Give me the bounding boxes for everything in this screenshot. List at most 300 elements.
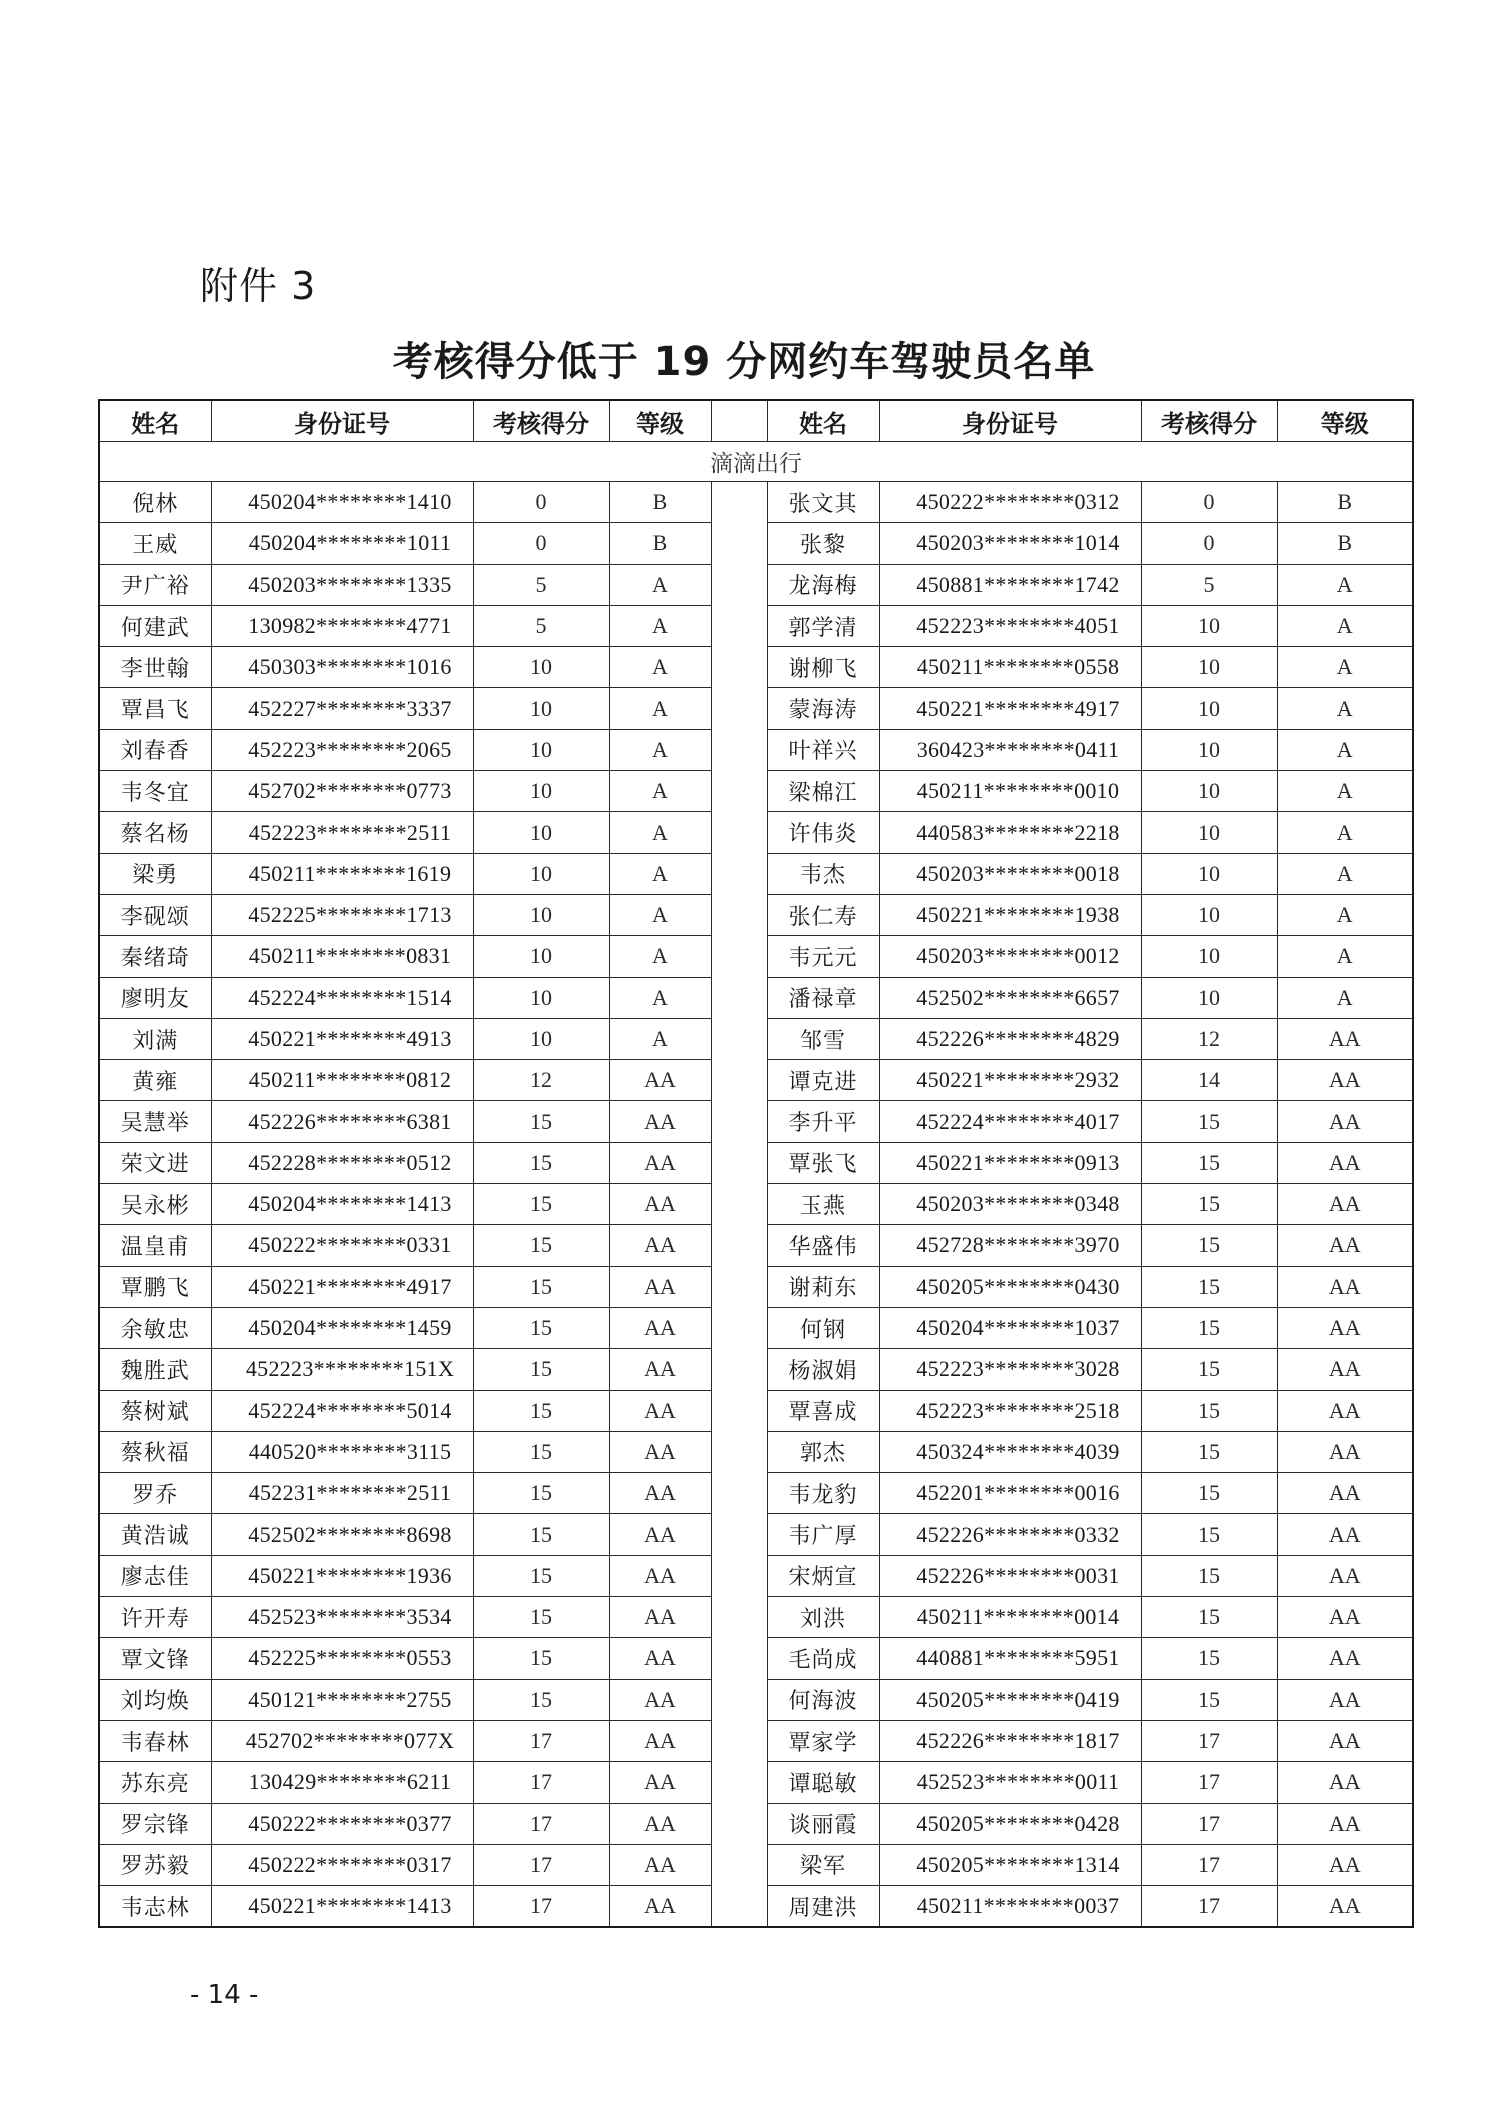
left-score-cell: 17 [473, 1803, 609, 1844]
column-gap-cell [711, 1803, 767, 1844]
left-grade-cell: AA [609, 1844, 711, 1885]
left-id-cell: 450221********4917 [211, 1266, 473, 1307]
left-name-cell: 李砚颂 [99, 894, 211, 935]
left-grade-cell: B [609, 482, 711, 523]
right-score-cell: 0 [1141, 523, 1277, 564]
right-score-cell: 15 [1141, 1597, 1277, 1638]
right-name-cell: 谢莉东 [767, 1266, 879, 1307]
left-id-cell: 450204********1410 [211, 482, 473, 523]
right-grade-cell: AA [1277, 1762, 1413, 1803]
right-score-cell: 15 [1141, 1307, 1277, 1348]
column-gap-cell [711, 1886, 767, 1928]
column-gap-cell [711, 564, 767, 605]
table-row [99, 1184, 1413, 1225]
left-name-cell: 尹广裕 [99, 564, 211, 605]
left-name-cell: 韦冬宜 [99, 771, 211, 812]
left-grade-cell: A [609, 729, 711, 770]
left-id-cell: 452223********2511 [211, 812, 473, 853]
left-id-cell: 452224********5014 [211, 1390, 473, 1431]
column-gap-cell [711, 688, 767, 729]
right-name-cell: 梁军 [767, 1844, 879, 1885]
left-grade-cell: AA [609, 1101, 711, 1142]
right-id-cell: 450204********1037 [879, 1307, 1141, 1348]
left-id-cell: 450221********1413 [211, 1886, 473, 1928]
column-gap-cell [711, 812, 767, 853]
table-row [99, 1803, 1413, 1844]
right-score-cell: 15 [1141, 1555, 1277, 1596]
left-id-cell: 452523********3534 [211, 1597, 473, 1638]
right-name-cell: 周建洪 [767, 1886, 879, 1928]
left-id-cell: 450222********0331 [211, 1225, 473, 1266]
left-name-cell: 荣文进 [99, 1142, 211, 1183]
right-score-cell: 10 [1141, 647, 1277, 688]
right-score-cell: 10 [1141, 688, 1277, 729]
left-id-cell: 452702********0773 [211, 771, 473, 812]
left-id-cell: 440520********3115 [211, 1431, 473, 1472]
right-name-cell: 郭杰 [767, 1431, 879, 1472]
right-score-cell: 15 [1141, 1184, 1277, 1225]
right-grade-cell: AA [1277, 1720, 1413, 1761]
left-name-cell: 刘均焕 [99, 1679, 211, 1720]
left-name-cell: 余敏忠 [99, 1307, 211, 1348]
right-name-cell: 许伟炎 [767, 812, 879, 853]
right-score-cell: 17 [1141, 1762, 1277, 1803]
left-id-cell: 450204********1011 [211, 523, 473, 564]
left-score-cell: 15 [473, 1473, 609, 1514]
left-score-cell: 15 [473, 1679, 609, 1720]
right-grade-cell: A [1277, 688, 1413, 729]
right-grade-cell: AA [1277, 1184, 1413, 1225]
left-name-cell: 许开寿 [99, 1597, 211, 1638]
table-row [99, 1018, 1413, 1059]
column-gap-cell [711, 1762, 767, 1803]
left-grade-cell: B [609, 523, 711, 564]
left-score-cell: 5 [473, 564, 609, 605]
left-score-cell: 17 [473, 1762, 609, 1803]
column-gap-cell [711, 1638, 767, 1679]
right-score-cell: 10 [1141, 771, 1277, 812]
right-id-cell: 450221********2932 [879, 1060, 1141, 1101]
table-row [99, 977, 1413, 1018]
left-name-cell: 吴慧举 [99, 1101, 211, 1142]
left-score-cell: 17 [473, 1720, 609, 1761]
right-grade-cell: AA [1277, 1390, 1413, 1431]
right-grade-cell: A [1277, 894, 1413, 935]
left-grade-cell: AA [609, 1638, 711, 1679]
right-name-cell: 张文其 [767, 482, 879, 523]
column-gap-cell [711, 1060, 767, 1101]
table-row [99, 647, 1413, 688]
right-id-cell: 450221********4917 [879, 688, 1141, 729]
column-gap-cell [711, 853, 767, 894]
right-name-cell: 叶祥兴 [767, 729, 879, 770]
right-id-cell: 450205********0419 [879, 1679, 1141, 1720]
left-name-cell: 韦春林 [99, 1720, 211, 1761]
table-row [99, 1266, 1413, 1307]
table-row [99, 482, 1413, 523]
column-gap-cell [711, 605, 767, 646]
left-score-cell: 15 [473, 1638, 609, 1679]
right-name-cell: 谭克进 [767, 1060, 879, 1101]
right-score-cell: 15 [1141, 1266, 1277, 1307]
right-grade-cell: A [1277, 936, 1413, 977]
column-gap-cell [711, 1266, 767, 1307]
header-id-right: 身份证号 [879, 400, 1141, 442]
left-grade-cell: A [609, 894, 711, 935]
right-id-cell: 450203********0012 [879, 936, 1141, 977]
left-score-cell: 10 [473, 1018, 609, 1059]
right-name-cell: 覃张飞 [767, 1142, 879, 1183]
right-grade-cell: AA [1277, 1597, 1413, 1638]
right-id-cell: 450205********0428 [879, 1803, 1141, 1844]
left-name-cell: 廖志佳 [99, 1555, 211, 1596]
right-score-cell: 15 [1141, 1101, 1277, 1142]
right-grade-cell: AA [1277, 1349, 1413, 1390]
table-row [99, 1225, 1413, 1266]
left-grade-cell: AA [609, 1679, 711, 1720]
left-grade-cell: AA [609, 1514, 711, 1555]
left-name-cell: 刘春香 [99, 729, 211, 770]
right-score-cell: 15 [1141, 1390, 1277, 1431]
column-gap-cell [711, 647, 767, 688]
left-id-cell: 452702********077X [211, 1720, 473, 1761]
left-grade-cell: AA [609, 1307, 711, 1348]
right-id-cell: 450211********0558 [879, 647, 1141, 688]
right-id-cell: 452223********4051 [879, 605, 1141, 646]
column-gap-cell [711, 1431, 767, 1472]
left-grade-cell: AA [609, 1225, 711, 1266]
left-grade-cell: A [609, 977, 711, 1018]
left-name-cell: 覃文锋 [99, 1638, 211, 1679]
right-name-cell: 宋炳宣 [767, 1555, 879, 1596]
right-score-cell: 15 [1141, 1431, 1277, 1472]
left-id-cell: 450211********0831 [211, 936, 473, 977]
right-name-cell: 何海波 [767, 1679, 879, 1720]
table-row [99, 1101, 1413, 1142]
left-grade-cell: AA [609, 1555, 711, 1596]
table-row [99, 771, 1413, 812]
left-id-cell: 452223********2065 [211, 729, 473, 770]
table-row [99, 1555, 1413, 1596]
left-grade-cell: A [609, 564, 711, 605]
right-grade-cell: A [1277, 564, 1413, 605]
left-grade-cell: A [609, 936, 711, 977]
left-name-cell: 温皇甫 [99, 1225, 211, 1266]
table-row [99, 1844, 1413, 1885]
table-row [99, 1349, 1413, 1390]
right-name-cell: 杨淑娟 [767, 1349, 879, 1390]
left-grade-cell: AA [609, 1349, 711, 1390]
right-grade-cell: AA [1277, 1431, 1413, 1472]
left-name-cell: 黄浩诚 [99, 1514, 211, 1555]
right-name-cell: 谭聪敏 [767, 1762, 879, 1803]
left-grade-cell: AA [609, 1266, 711, 1307]
right-id-cell: 452502********6657 [879, 977, 1141, 1018]
right-name-cell: 华盛伟 [767, 1225, 879, 1266]
right-score-cell: 15 [1141, 1638, 1277, 1679]
right-score-cell: 10 [1141, 936, 1277, 977]
right-name-cell: 毛尚成 [767, 1638, 879, 1679]
table-row [99, 1390, 1413, 1431]
left-grade-cell: AA [609, 1886, 711, 1928]
left-id-cell: 452502********8698 [211, 1514, 473, 1555]
table-row [99, 729, 1413, 770]
column-gap-cell [711, 1597, 767, 1638]
right-name-cell: 谈丽霞 [767, 1803, 879, 1844]
right-name-cell: 张黎 [767, 523, 879, 564]
header-score-right: 考核得分 [1141, 400, 1277, 442]
right-grade-cell: AA [1277, 1638, 1413, 1679]
table-row [99, 1679, 1413, 1720]
left-id-cell: 450222********0377 [211, 1803, 473, 1844]
left-grade-cell: A [609, 688, 711, 729]
right-id-cell: 450324********4039 [879, 1431, 1141, 1472]
table-row [99, 1142, 1413, 1183]
left-grade-cell: AA [609, 1720, 711, 1761]
right-id-cell: 452201********0016 [879, 1473, 1141, 1514]
left-name-cell: 李世翰 [99, 647, 211, 688]
right-id-cell: 452224********4017 [879, 1101, 1141, 1142]
column-gap [711, 400, 767, 442]
right-grade-cell: A [1277, 977, 1413, 1018]
left-id-cell: 450121********2755 [211, 1679, 473, 1720]
left-id-cell: 450303********1016 [211, 647, 473, 688]
right-name-cell: 刘洪 [767, 1597, 879, 1638]
left-grade-cell: AA [609, 1184, 711, 1225]
column-gap-cell [711, 729, 767, 770]
right-id-cell: 440881********5951 [879, 1638, 1141, 1679]
table-row [99, 605, 1413, 646]
table-row [99, 1762, 1413, 1803]
right-grade-cell: AA [1277, 1473, 1413, 1514]
left-score-cell: 15 [473, 1390, 609, 1431]
right-name-cell: 蒙海涛 [767, 688, 879, 729]
right-id-cell: 450221********1938 [879, 894, 1141, 935]
left-id-cell: 452227********3337 [211, 688, 473, 729]
left-name-cell: 何建武 [99, 605, 211, 646]
left-id-cell: 450204********1459 [211, 1307, 473, 1348]
right-id-cell: 450203********0018 [879, 853, 1141, 894]
left-name-cell: 倪林 [99, 482, 211, 523]
left-score-cell: 0 [473, 482, 609, 523]
right-score-cell: 10 [1141, 894, 1277, 935]
left-name-cell: 魏胜武 [99, 1349, 211, 1390]
right-id-cell: 452226********4829 [879, 1018, 1141, 1059]
right-id-cell: 452728********3970 [879, 1225, 1141, 1266]
section-label: 滴滴出行 [99, 442, 1413, 482]
right-grade-cell: AA [1277, 1225, 1413, 1266]
right-grade-cell: AA [1277, 1803, 1413, 1844]
table-row [99, 1307, 1413, 1348]
column-gap-cell [711, 1225, 767, 1266]
column-gap-cell [711, 1307, 767, 1348]
left-id-cell: 450204********1413 [211, 1184, 473, 1225]
left-id-cell: 452228********0512 [211, 1142, 473, 1183]
right-grade-cell: A [1277, 605, 1413, 646]
right-name-cell: 龙海梅 [767, 564, 879, 605]
left-score-cell: 15 [473, 1431, 609, 1472]
left-name-cell: 罗乔 [99, 1473, 211, 1514]
column-gap-cell [711, 936, 767, 977]
column-gap-cell [711, 1720, 767, 1761]
header-id-left: 身份证号 [211, 400, 473, 442]
table-row [99, 936, 1413, 977]
column-gap-cell [711, 482, 767, 523]
driver-roster-table [98, 399, 1414, 1928]
left-name-cell: 蔡名杨 [99, 812, 211, 853]
left-grade-cell: AA [609, 1060, 711, 1101]
header-row [99, 400, 1413, 442]
left-score-cell: 10 [473, 771, 609, 812]
right-id-cell: 452223********2518 [879, 1390, 1141, 1431]
right-name-cell: 梁棉江 [767, 771, 879, 812]
column-gap-cell [711, 894, 767, 935]
left-score-cell: 10 [473, 688, 609, 729]
left-grade-cell: A [609, 771, 711, 812]
right-grade-cell: AA [1277, 1844, 1413, 1885]
right-name-cell: 谢柳飞 [767, 647, 879, 688]
column-gap-cell [711, 523, 767, 564]
page-number: - 14 - [190, 1980, 259, 2010]
header-score-left: 考核得分 [473, 400, 609, 442]
right-score-cell: 10 [1141, 977, 1277, 1018]
left-name-cell: 廖明友 [99, 977, 211, 1018]
column-gap-cell [711, 1101, 767, 1142]
right-name-cell: 韦杰 [767, 853, 879, 894]
right-score-cell: 17 [1141, 1803, 1277, 1844]
right-id-cell: 450205********1314 [879, 1844, 1141, 1885]
left-id-cell: 452231********2511 [211, 1473, 473, 1514]
table-row [99, 894, 1413, 935]
left-name-cell: 韦志林 [99, 1886, 211, 1928]
document-title: 考核得分低于 19 分网约车驾驶员名单 [392, 339, 1096, 385]
left-id-cell: 452225********1713 [211, 894, 473, 935]
left-name-cell: 黄雍 [99, 1060, 211, 1101]
left-score-cell: 15 [473, 1266, 609, 1307]
right-name-cell: 潘禄章 [767, 977, 879, 1018]
right-name-cell: 覃喜成 [767, 1390, 879, 1431]
left-score-cell: 0 [473, 523, 609, 564]
right-name-cell: 玉燕 [767, 1184, 879, 1225]
table-row [99, 1886, 1413, 1928]
right-grade-cell: A [1277, 812, 1413, 853]
right-name-cell: 韦元元 [767, 936, 879, 977]
left-score-cell: 12 [473, 1060, 609, 1101]
left-id-cell: 130982********4771 [211, 605, 473, 646]
right-grade-cell: A [1277, 729, 1413, 770]
left-id-cell: 452224********1514 [211, 977, 473, 1018]
right-id-cell: 440583********2218 [879, 812, 1141, 853]
column-gap-cell [711, 1679, 767, 1720]
column-gap-cell [711, 1390, 767, 1431]
right-score-cell: 17 [1141, 1844, 1277, 1885]
left-id-cell: 450211********1619 [211, 853, 473, 894]
column-gap-cell [711, 977, 767, 1018]
left-name-cell: 蔡秋福 [99, 1431, 211, 1472]
left-score-cell: 15 [473, 1597, 609, 1638]
left-name-cell: 吴永彬 [99, 1184, 211, 1225]
table-row [99, 1473, 1413, 1514]
table-row [99, 1060, 1413, 1101]
left-score-cell: 15 [473, 1307, 609, 1348]
left-name-cell: 覃鹏飞 [99, 1266, 211, 1307]
left-grade-cell: AA [609, 1142, 711, 1183]
header-name-right: 姓名 [767, 400, 879, 442]
table-row [99, 1431, 1413, 1472]
right-id-cell: 360423********0411 [879, 729, 1141, 770]
left-score-cell: 10 [473, 853, 609, 894]
left-grade-cell: A [609, 1018, 711, 1059]
right-grade-cell: A [1277, 647, 1413, 688]
left-score-cell: 15 [473, 1349, 609, 1390]
table-row [99, 1597, 1413, 1638]
column-gap-cell [711, 1844, 767, 1885]
column-gap-cell [711, 1473, 767, 1514]
left-name-cell: 梁勇 [99, 853, 211, 894]
left-score-cell: 15 [473, 1184, 609, 1225]
right-score-cell: 15 [1141, 1679, 1277, 1720]
right-score-cell: 5 [1141, 564, 1277, 605]
left-name-cell: 王威 [99, 523, 211, 564]
right-grade-cell: AA [1277, 1142, 1413, 1183]
right-grade-cell: AA [1277, 1555, 1413, 1596]
right-score-cell: 10 [1141, 853, 1277, 894]
left-id-cell: 452225********0553 [211, 1638, 473, 1679]
table-row [99, 523, 1413, 564]
left-name-cell: 刘满 [99, 1018, 211, 1059]
left-id-cell: 450211********0812 [211, 1060, 473, 1101]
column-gap-cell [711, 1514, 767, 1555]
right-grade-cell: B [1277, 482, 1413, 523]
left-grade-cell: AA [609, 1431, 711, 1472]
right-name-cell: 郭学清 [767, 605, 879, 646]
left-id-cell: 452223********151X [211, 1349, 473, 1390]
right-score-cell: 15 [1141, 1225, 1277, 1266]
right-grade-cell: AA [1277, 1886, 1413, 1928]
left-score-cell: 15 [473, 1225, 609, 1266]
left-name-cell: 覃昌飞 [99, 688, 211, 729]
left-grade-cell: A [609, 812, 711, 853]
left-id-cell: 450222********0317 [211, 1844, 473, 1885]
left-grade-cell: A [609, 853, 711, 894]
table-row [99, 1720, 1413, 1761]
column-gap-cell [711, 1349, 767, 1390]
left-score-cell: 17 [473, 1886, 609, 1928]
left-name-cell: 罗宗锋 [99, 1803, 211, 1844]
right-id-cell: 450222********0312 [879, 482, 1141, 523]
column-gap-cell [711, 1184, 767, 1225]
right-grade-cell: AA [1277, 1307, 1413, 1348]
right-id-cell: 452523********0011 [879, 1762, 1141, 1803]
right-id-cell: 452226********0332 [879, 1514, 1141, 1555]
right-id-cell: 452226********0031 [879, 1555, 1141, 1596]
right-grade-cell: AA [1277, 1018, 1413, 1059]
right-score-cell: 10 [1141, 729, 1277, 770]
left-name-cell: 罗苏毅 [99, 1844, 211, 1885]
table-row [99, 688, 1413, 729]
left-score-cell: 15 [473, 1101, 609, 1142]
right-grade-cell: A [1277, 853, 1413, 894]
right-score-cell: 15 [1141, 1349, 1277, 1390]
right-score-cell: 15 [1141, 1473, 1277, 1514]
right-name-cell: 邹雪 [767, 1018, 879, 1059]
table-row [99, 812, 1413, 853]
right-id-cell: 450211********0037 [879, 1886, 1141, 1928]
right-grade-cell: AA [1277, 1101, 1413, 1142]
left-score-cell: 5 [473, 605, 609, 646]
left-id-cell: 452226********6381 [211, 1101, 473, 1142]
right-score-cell: 14 [1141, 1060, 1277, 1101]
